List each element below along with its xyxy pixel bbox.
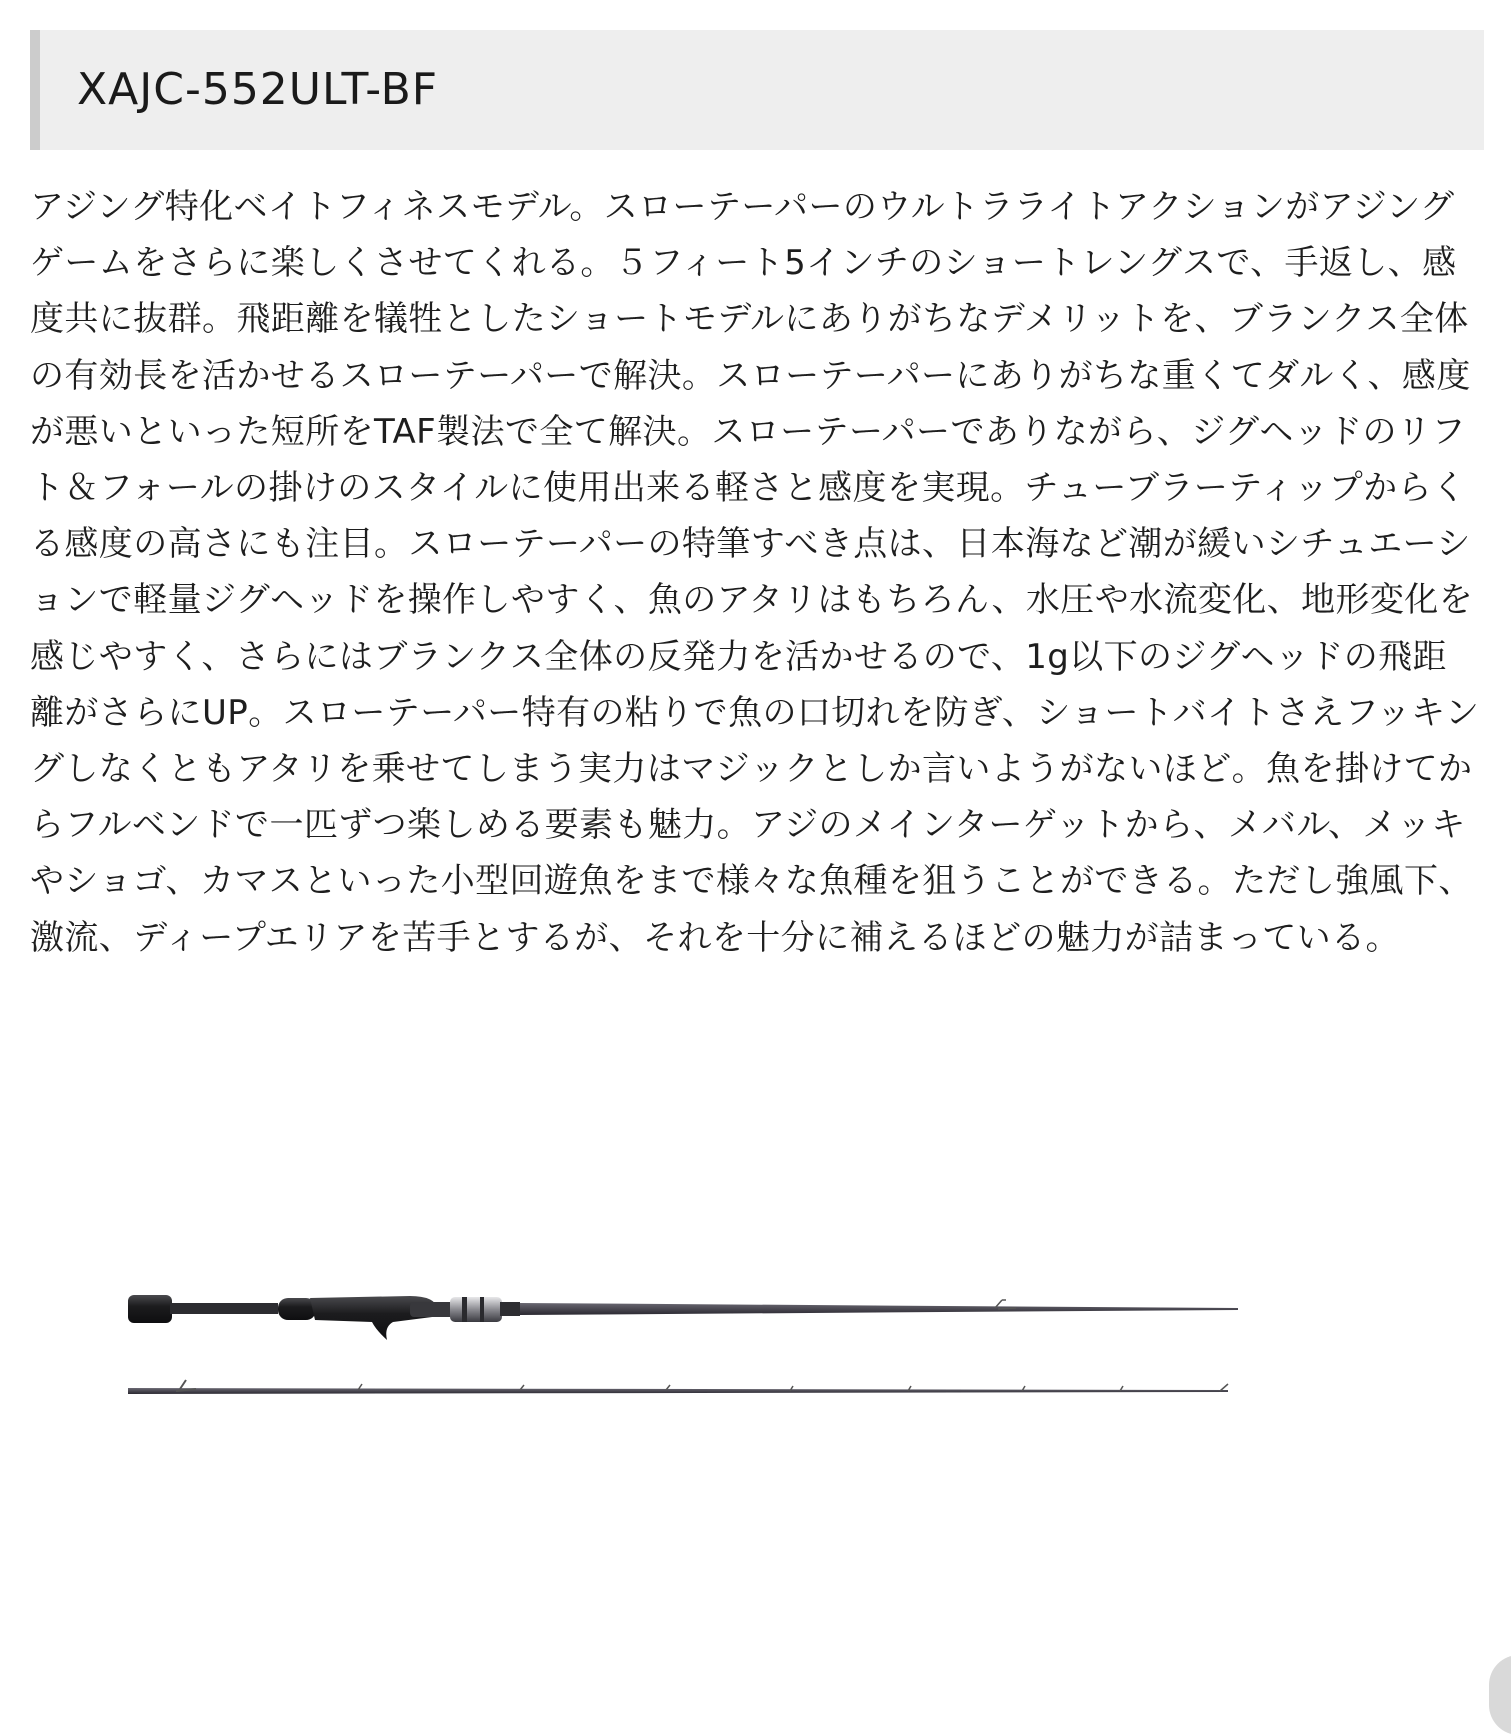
rod-butt-blank: [520, 1303, 1238, 1315]
rod-winding-check: [450, 1297, 502, 1322]
rod-butt-cap: [128, 1295, 172, 1323]
scroll-edge-indicator: [1489, 1655, 1511, 1735]
rod-reel-seat: [410, 1302, 455, 1317]
rod-tip-top-icon: [1220, 1384, 1228, 1391]
product-header: [30, 30, 1484, 150]
rod-image: [110, 1270, 1370, 1420]
rod-tip-blank: [128, 1388, 1228, 1394]
rod-butt-section: [128, 1295, 1238, 1340]
product-title: XAJC-552ULT-BF: [77, 64, 439, 115]
product-description: アジング特化ベイトフィネスモデル。スローテーパーのウルトラライトアクションがアジングゲームをさらに楽しくさせてくれる。５フィート5インチのショートレングスで、手返し、感度共に抜群。飛距離を犠牲としたショートモデルにありがちなデメリットを、ブランクス全体の有効長を活かせるスローテーパーで解決。スローテーパーにありがちな重くてダルく、感度が悪いといった短所をTAF製法で全て解決。スローテーパーでありながら、ジグヘッドのリフト＆フォールの掛けのスタイルに使用出来る軽さと感度を実現。チューブラーティップからくる感度の高さにも注目。スローテーパーの特筆すべき点は、日本海など潮が緩いシチュエーションで軽量ジグヘッドを操作しやすく、魚のアタリはもちろん、水圧や水流変化、地形変化を感じやすく、さらにはブランクス全体の反発力を活かせるので、1g以下のジグヘッドの飛距離がさらにUP。スローテーパー特有の粘りで魚の口切れを防ぎ、ショートバイトさえフッキングしなくともアタリを乗せてしまう実力はマジックとしか言いようがないほど。魚を掛けてからフルベンドで一匹ずつ楽しめる要素も魅力。アジのメインターゲットから、メバル、メッキやショゴ、カマスといった小型回遊魚をまで様々な魚種を狙うことができる。ただし強風下、激流、ディープエリアを苦手とするが、それを十分に補えるほどの魅力が詰まっている。: [30, 187, 1480, 958]
rod-rear-shaft: [170, 1303, 278, 1314]
rod-rear-grip: [278, 1298, 316, 1320]
rod-tip-section: [128, 1380, 1228, 1394]
